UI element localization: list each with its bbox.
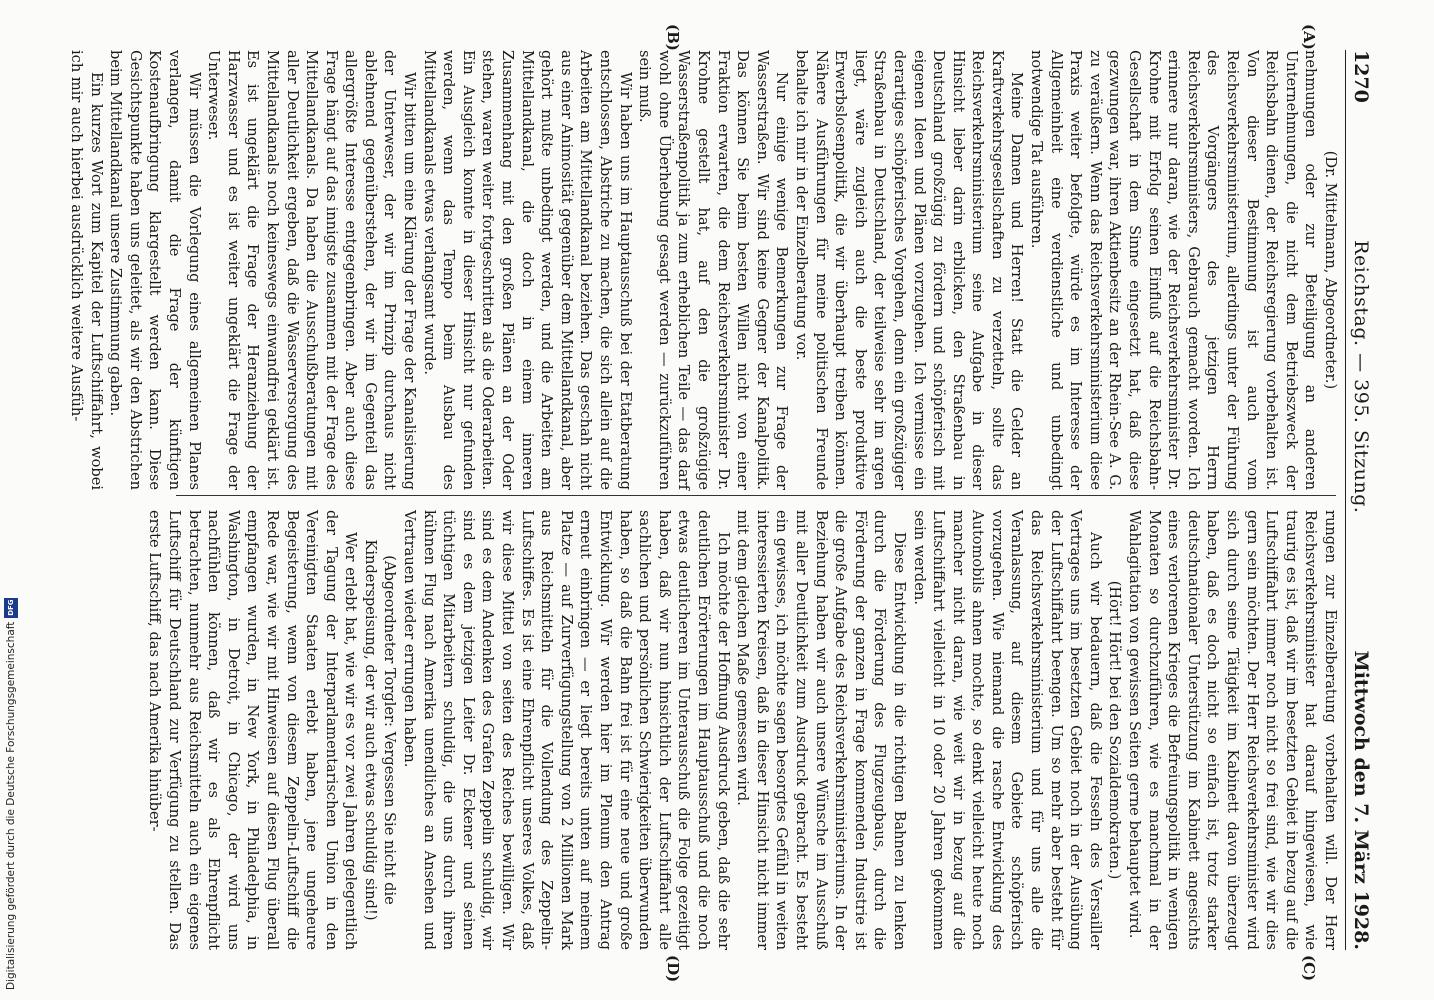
- left-paragraph-3: Nur einige wenige Bemerkungen zur Frage der Wasserstraßen. Wir sind keine Gegner der Kanalpolitik. Das können Sie beim besten Willen nicht von einer Fraktion erwarten, die dem Reichsverkehrsminister Dr. Krohne gestellt hat, auf den die großzügige Wasserstraßenpolitik ja zum erheblichen Teile — das darf wohl ohne Überhebung gesagt werden — zurückzuführen sein muß.: [636, 50, 791, 490]
- margin-mark-a: (A): [1300, 24, 1318, 50]
- dfg-logo: DFG: [4, 598, 18, 618]
- left-column: [66, 50, 1340, 490]
- left-paragraph-7: Ein kurzes Wort zum Kapitel der Luftschiffahrt, wobei ich mir auch hierbei ausdrücklich weitere Ausfüh-: [68, 50, 105, 490]
- header-title: Reichstag. — 395. Sitzung.: [1350, 240, 1372, 514]
- right-paragraph-2: Auch wir bedauern, daß die Fesseln des Versailler Vertrages uns im besetzten Gebiet noch in der Ausübung der Luftschiffahrt beengen. Um so mehr aber besteht für das Reichsverkehrsministerium und für uns alle die Veranlassung, auf diesem Gebiete schöpferisch vorzugehen. Wie niemand die rasche Entwicklung des Automobils ahnen mochte, so denkt vielleicht heute noch mancher nicht daran, wie weit wir in bezug auf die Luftschiffahrt vielleicht in 10 oder 20 Jahren gekommen sein werden.: [910, 510, 1104, 950]
- credit-text: Digitalisierung gefördert durch die Deutsche Forschungsgemeinschaft: [5, 621, 17, 990]
- right-paragraph-4: Ich möchte der Hoffnung Ausdruck geben, daß die sehr deutlichen Erörterungen im Hauptausschuß und die noch etwas deutlicheren im Unterausschuß die Folge gezeitigt haben, daß wir nun hinsichtlich der Luftschiffahrt alle sachlichen und persönlichen Schwierigkeiten überwunden haben, so daß die Bahn frei ist für eine neue und große Entwicklung. Wir werden hier im Plenum den Antrag erneut einbringen — er liegt bereits unten auf meinem Platze — auf Zurverfügungstellung von 2 Millionen Mark aus Reichsmitteln für die Vollendung des Zeppelin-Luftschiffes. Es ist eine Ehrenpflicht unseres Volkes, daß wir diese Mittel von seiten des Reiches bewilligen. Wir sind es dem Andenken des Grafen Zeppelin schuldig, wir sind es dem jetzigen Leiter Dr. Eckener und seinen tüchtigen Mitarbeitern schuldig, die uns durch ihren kühnen Flug nach Amerika unendliches an Ansehen und Vertrauen wieder errungen haben.: [401, 510, 732, 950]
- margin-mark-d: (D): [664, 955, 682, 983]
- left-paragraph-6: Wir müssen die Vorlegung eines allgemeinen Planes verlangen, damit die Frage der künftigen Kostenaufbringung klargestellt werden kann. Diese Gesichtspunkte haben uns geleitet, als wir den Abstrichen beim Mittellandkanal unsere Zustimmung gaben.: [107, 50, 203, 490]
- left-paragraph-4: Wir haben uns im Hauptausschuß bei der Etatberatung entschlossen, Abstriche zu machen, die sich allein auf die Arbeiten am Mittellandkanal beziehen. Das geschah nicht aus einer Animosität gegenüber dem Mittellandkanal, aber gehört mußte unbedingt werden, und die Arbeiten am Mittellandkanal, die doch in einem inneren Zusammenhang mit den großen Plänen an der Oder stehen, waren weiter fortgeschritten als die Oderarbeiten. Ein Ausgleich konnte in dieser Hinsicht nur gefunden werden, wenn das Tempo beim Ausbau des Mittellandkanals etwas verlangsamt wurde.: [420, 50, 634, 490]
- digitization-credit: [4, 598, 18, 990]
- speaker-line: (Dr. Mittelmann, Abgeordneter.): [1322, 150, 1339, 390]
- interjection-1: (Hört! Hört! bei den Sozialdemokraten.): [1106, 580, 1124, 880]
- header-date: Mittwoch den 7. März 1928.: [1350, 650, 1372, 950]
- left-paragraph-2: Meine Damen und Herren! Statt die Gelder an Kraftverkehrsgesellschaften zu verzetteln, sollte das Reichsverkehrsministerium seine Aufgabe in dieser Hinsicht lieber darin erblicken, den Straßenbau in Deutschland großzügig zu fördern und schöpferisch mit eigenen Ideen und Plänen vorzugehen. Ich vermisse ein derartiges schöpferisches Vorgehen, denn ein großzügiger Straßenbau in Deutschland, der teilweise sehr im argen liegt, wäre zugleich auch die beste produktive Erwerbslosenpolitik, die wir überhaupt treiben können. Nähere Ausführungen für meine politischen Freunde behalte ich mir in der Einzelberatung vor.: [792, 50, 1026, 490]
- right-paragraph-3: Diese Entwicklung in die richtigen Bahnen zu lenken durch die Förderung des Flugzeugbaus, durch die Förderung der ganzen in Frage kommenden Industrie ist die große Aufgabe des Reichsverkehrsministeriums. In der Beziehung haben wir auch unsere Wünsche im Ausschuß mit aller Deutlichkeit zum Ausdruck gebracht. Es besteht ein gewisses, ich möchte sagen besorgtes Gefühl in weiten interessierten Kreisen, daß in dieser Hinsicht nicht immer mit dem gleichen Maße gemessen wird.: [734, 510, 908, 950]
- page-header: [1345, 50, 1376, 950]
- column-divider: [176, 495, 1336, 496]
- right-paragraph-5: Wer erlebt hat, wie wir es vor zwei Jahren gelegentlich der Tagung der Interparlamentarischen Union in den Vereinigten Staaten erlebt haben, jene ungeheure Begeisterung, wenn von diesem Zeppelin-Luftschiff die Rede war, wie wir mit Hinweisen auf diesen Flug überall empfangen wurden, in New York, in Philadelphia, in Washington, in Detroit, in Chicago, der wird uns nachfühlen können, daß wir es als Ehrenpflicht betrachten, nunmehr aus Reichsmitteln auch ein eigenes Luftschiff für Deutschland zur Verfügung zu stellen. Das erste Luftschiff, das nach Amerika hinüber-: [146, 510, 360, 950]
- page-number: 1270: [1350, 50, 1372, 103]
- right-column: [145, 510, 1340, 950]
- left-paragraph-5: Wir bitten um eine Klärung der Frage der Kanalisierung der Unterweser, der wir im Prinzip durchaus nicht ablehnend gegenüberstehen, der wir im Gegenteil das allergrößte Interesse entgegenbringen. Aber auch diese Frage hängt auf das innigste zusammen mit der Frage des Mittellandkanals. Da haben die Ausschußberatungen mit aller Deutlichkeit ergeben, daß die Wasserversorgung des Mittellandkanals noch keineswegs einwandfrei geklärt ist. Es ist ungeklärt die Frage der Heranziehung der Harzwasser und es ist weiter ungeklärt die Frage der Unterweser.: [205, 50, 419, 490]
- left-paragraph-1: nehmungen oder zur Beteiligung an anderen Unternehmungen, die nicht dem Betriebszweck der Reichsbahn dienen, der Reichsregierung vorbehalten ist. Von dieser Bestimmung ist auch vom Reichsverkehrsministerium, allerdings unter der Führung des Vorgängers des jetzigen Herrn Reichsverkehrsministers, Gebrauch gemacht worden. Ich erinnere nur daran, wie der Reichsverkehrsminister Dr. Krohne mit Erfolg seinen Einfluß auf die Reichsbahn-Gesellschaft in dem Sinne eingesetzt hat, daß diese gezwungen war, ihren Aktienbesitz an der Rhein-See A. G. zu veräußern. Wenn das Reichsverkehrsministerium diese Praxis weiter befolgte, würde es im Interesse der Allgemeinheit eine verdienstliche und unbedingt notwendige Tat ausführen.: [1028, 50, 1320, 490]
- right-paragraph-1: rungen zur Einzelberatung vorbehalten will. Der Herr Reichsverkehrsminister hat darauf hingewiesen, wie traurig es ist, daß wir im besetzten Gebiet in bezug auf die Luftschiffahrt immer noch nicht so frei sind, wie wir dies gern sein möchten. Der Herr Reichsverkehrsminister wird sich durch seine Tätigkeit im Kabinett davon überzeugt haben, daß es doch nicht so einfach ist, trotz starker deutschnationaler Unterstützung im Kabinett angesichts eines verlorenen Krieges die Befreiungspolitik in wenigen Monaten so durchzuführen, wie es manchmal in der Wahlagitation von gewissen Seiten gerne behauptet wird.: [1126, 510, 1339, 950]
- margin-mark-c: (C): [1300, 955, 1318, 982]
- margin-mark-b: (B): [664, 24, 682, 51]
- interjection-2: (Abgeordneter Torgler: Vergessen Sie nicht die Kinderspeisung, der wir auch etwas schuldig sind!): [361, 539, 399, 921]
- rotated-newspaper-page: [68, 20, 1382, 983]
